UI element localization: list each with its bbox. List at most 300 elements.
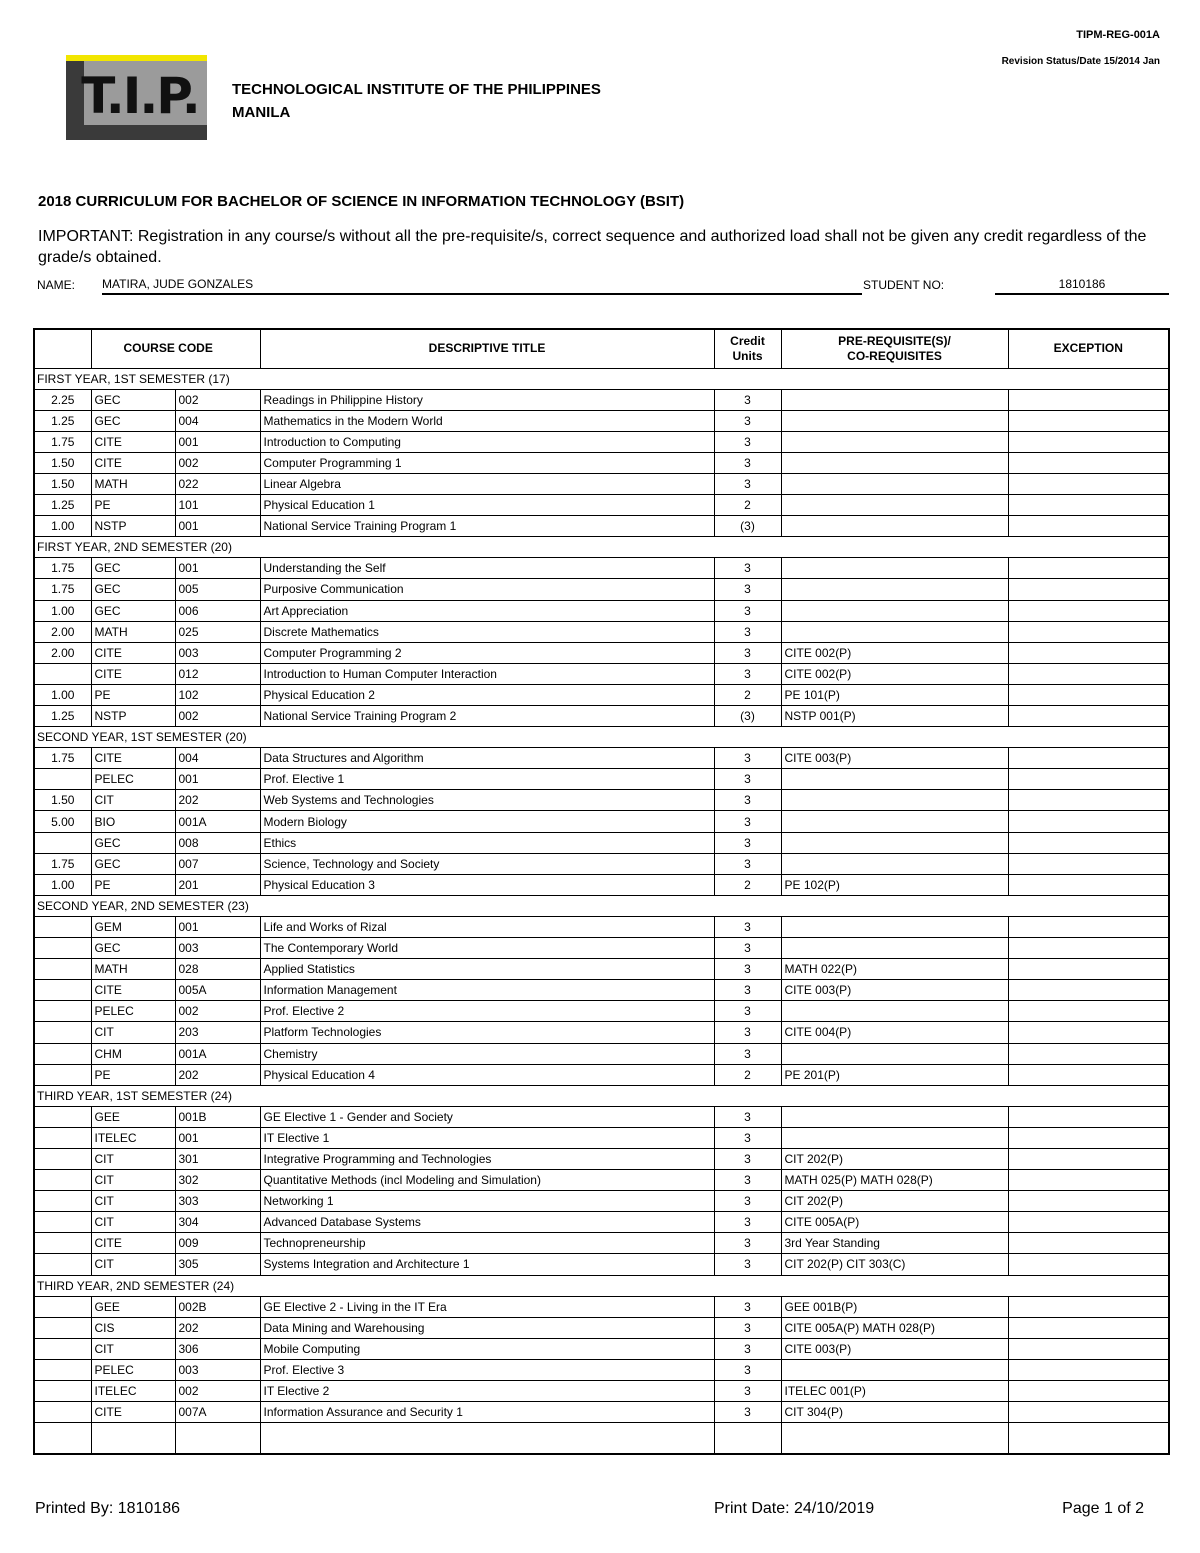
course-number-cell: 001B xyxy=(175,1106,260,1127)
course-number-cell: 028 xyxy=(175,959,260,980)
course-row xyxy=(34,748,1169,769)
grade-cell xyxy=(34,916,91,937)
subject-code-cell: CIT xyxy=(91,1191,175,1212)
credit-units-cell: 3 xyxy=(714,431,781,452)
course-row xyxy=(34,642,1169,663)
grade-cell: 1.75 xyxy=(34,853,91,874)
credit-units-cell: 3 xyxy=(714,1402,781,1423)
grade-cell: 1.50 xyxy=(34,452,91,473)
logo-yellow-bar xyxy=(66,55,207,61)
credit-units-header: Credit Units xyxy=(714,329,781,368)
credit-units-cell: 3 xyxy=(714,1106,781,1127)
exception-cell xyxy=(1008,959,1169,980)
credit-units-cell: 3 xyxy=(714,1317,781,1338)
grade-cell: 1.50 xyxy=(34,473,91,494)
course-number-cell: 003 xyxy=(175,1359,260,1380)
subject-code-cell: GEC xyxy=(91,579,175,600)
course-title-cell: The Contemporary World xyxy=(260,938,714,959)
course-row xyxy=(34,1064,1169,1085)
exception-cell xyxy=(1008,600,1169,621)
course-row xyxy=(34,1127,1169,1148)
course-row xyxy=(34,1359,1169,1380)
exception-cell xyxy=(1008,1359,1169,1380)
exception-cell xyxy=(1008,642,1169,663)
credit-units-cell: 3 xyxy=(714,938,781,959)
subject-code-cell: MATH xyxy=(91,959,175,980)
subject-code-cell: CITE xyxy=(91,1402,175,1423)
student-number-label: STUDENT NO: xyxy=(863,278,945,292)
blank-cell xyxy=(781,1423,1008,1454)
exception-cell xyxy=(1008,853,1169,874)
blank-cell xyxy=(91,1423,175,1454)
course-title-cell: Advanced Database Systems xyxy=(260,1212,714,1233)
course-title-cell: Applied Statistics xyxy=(260,959,714,980)
document-code: TIPM-REG-001A xyxy=(1076,29,1160,41)
course-number-cell: 002 xyxy=(175,1381,260,1402)
descriptive-title-header: DESCRIPTIVE TITLE xyxy=(260,329,714,368)
subject-code-cell: MATH xyxy=(91,473,175,494)
exception-cell xyxy=(1008,938,1169,959)
exception-cell xyxy=(1008,1233,1169,1254)
page-number: Page 1 of 2 xyxy=(1062,1500,1144,1517)
credit-units-cell: 3 xyxy=(714,769,781,790)
credit-units-cell: 3 xyxy=(714,558,781,579)
course-row xyxy=(34,706,1169,727)
course-title-cell: Readings in Philippine History xyxy=(260,389,714,410)
semester-header-row xyxy=(34,895,1169,916)
exception-header: EXCEPTION xyxy=(1008,329,1169,368)
course-title-cell: Linear Algebra xyxy=(260,473,714,494)
course-row xyxy=(34,1148,1169,1169)
course-row xyxy=(34,579,1169,600)
credit-units-cell: 3 xyxy=(714,1127,781,1148)
grade-cell xyxy=(34,1106,91,1127)
exception-cell xyxy=(1008,1317,1169,1338)
prerequisite-cell xyxy=(781,1001,1008,1022)
prerequisite-cell xyxy=(781,600,1008,621)
course-number-cell: 306 xyxy=(175,1338,260,1359)
exception-cell xyxy=(1008,811,1169,832)
course-number-cell: 305 xyxy=(175,1254,260,1275)
semester-header-row xyxy=(34,1275,1169,1296)
exception-cell xyxy=(1008,473,1169,494)
course-title-cell: Prof. Elective 2 xyxy=(260,1001,714,1022)
course-number-cell: 001A xyxy=(175,1043,260,1064)
course-row xyxy=(34,684,1169,705)
exception-cell xyxy=(1008,579,1169,600)
course-title-cell: Introduction to Computing xyxy=(260,431,714,452)
course-title-cell: Modern Biology xyxy=(260,811,714,832)
credit-units-cell: 3 xyxy=(714,1001,781,1022)
prerequisite-cell xyxy=(781,1043,1008,1064)
subject-code-cell: CIT xyxy=(91,1254,175,1275)
subject-code-cell: GEC xyxy=(91,389,175,410)
course-number-cell: 007 xyxy=(175,853,260,874)
credit-units-cell: (3) xyxy=(714,516,781,537)
course-title-cell: Web Systems and Technologies xyxy=(260,790,714,811)
curriculum-title: 2018 CURRICULUM FOR BACHELOR OF SCIENCE IN INFORMATION TECHNOLOGY (BSIT) xyxy=(38,193,685,210)
course-number-cell: 012 xyxy=(175,663,260,684)
prerequisite-cell xyxy=(781,495,1008,516)
course-row xyxy=(34,1254,1169,1275)
subject-code-cell: PELEC xyxy=(91,1359,175,1380)
prerequisite-cell xyxy=(781,473,1008,494)
subject-code-cell: PE xyxy=(91,684,175,705)
course-title-cell: Physical Education 1 xyxy=(260,495,714,516)
course-title-cell: Chemistry xyxy=(260,1043,714,1064)
course-title-cell: IT Elective 2 xyxy=(260,1381,714,1402)
grade-cell: 1.75 xyxy=(34,558,91,579)
course-title-cell: Physical Education 2 xyxy=(260,684,714,705)
grade-cell: 1.00 xyxy=(34,516,91,537)
course-number-cell: 025 xyxy=(175,621,260,642)
curriculum-table xyxy=(33,328,1170,1455)
course-title-cell: Understanding the Self xyxy=(260,558,714,579)
grade-cell xyxy=(34,1381,91,1402)
course-title-cell: Computer Programming 2 xyxy=(260,642,714,663)
prerequisite-cell: CITE 005A(P) xyxy=(781,1212,1008,1233)
credit-units-cell: 3 xyxy=(714,1170,781,1191)
grade-header xyxy=(34,329,91,368)
grade-cell xyxy=(34,1233,91,1254)
subject-code-cell: CIT xyxy=(91,1022,175,1043)
revision-status: Revision Status/Date 15/2014 Jan xyxy=(1001,56,1160,67)
grade-cell xyxy=(34,769,91,790)
grade-cell: 2.00 xyxy=(34,621,91,642)
course-row xyxy=(34,916,1169,937)
semester-header-row xyxy=(34,727,1169,748)
prerequisite-cell xyxy=(781,431,1008,452)
exception-cell xyxy=(1008,874,1169,895)
prerequisite-cell xyxy=(781,452,1008,473)
blank-cell xyxy=(175,1423,260,1454)
prerequisite-cell xyxy=(781,1127,1008,1148)
grade-cell: 1.25 xyxy=(34,706,91,727)
course-row xyxy=(34,473,1169,494)
course-number-cell: 002 xyxy=(175,389,260,410)
course-number-cell: 003 xyxy=(175,642,260,663)
subject-code-cell: NSTP xyxy=(91,516,175,537)
grade-cell: 5.00 xyxy=(34,811,91,832)
credit-units-cell: 3 xyxy=(714,1022,781,1043)
exception-cell xyxy=(1008,1212,1169,1233)
exception-cell xyxy=(1008,790,1169,811)
course-row xyxy=(34,1043,1169,1064)
subject-code-cell: CIT xyxy=(91,1212,175,1233)
subject-code-cell: CITE xyxy=(91,980,175,1001)
course-row xyxy=(34,938,1169,959)
subject-code-cell: CITE xyxy=(91,642,175,663)
grade-cell xyxy=(34,832,91,853)
course-row xyxy=(34,874,1169,895)
subject-code-cell: CHM xyxy=(91,1043,175,1064)
course-title-cell: Physical Education 4 xyxy=(260,1064,714,1085)
course-title-cell: Discrete Mathematics xyxy=(260,621,714,642)
credit-units-cell: 3 xyxy=(714,811,781,832)
exception-cell xyxy=(1008,495,1169,516)
course-number-cell: 001 xyxy=(175,769,260,790)
grade-cell xyxy=(34,1296,91,1317)
course-row xyxy=(34,516,1169,537)
course-title-cell: Introduction to Human Computer Interaction xyxy=(260,663,714,684)
grade-cell xyxy=(34,1338,91,1359)
course-number-cell: 303 xyxy=(175,1191,260,1212)
subject-code-cell: PELEC xyxy=(91,1001,175,1022)
blank-cell xyxy=(34,1423,91,1454)
exception-cell xyxy=(1008,1338,1169,1359)
grade-cell xyxy=(34,1170,91,1191)
exception-cell xyxy=(1008,916,1169,937)
course-row xyxy=(34,1001,1169,1022)
subject-code-cell: GEC xyxy=(91,600,175,621)
course-row xyxy=(34,600,1169,621)
credit-units-cell: 3 xyxy=(714,410,781,431)
subject-code-cell: GEC xyxy=(91,832,175,853)
course-title-cell: Mathematics in the Modern World xyxy=(260,410,714,431)
course-row xyxy=(34,621,1169,642)
course-title-cell: Data Structures and Algorithm xyxy=(260,748,714,769)
subject-code-cell: PE xyxy=(91,1064,175,1085)
subject-code-cell: GEC xyxy=(91,558,175,579)
subject-code-cell: NSTP xyxy=(91,706,175,727)
exception-cell xyxy=(1008,1402,1169,1423)
subject-code-cell: GEE xyxy=(91,1106,175,1127)
prerequisite-cell xyxy=(781,410,1008,431)
course-row xyxy=(34,1338,1169,1359)
course-row xyxy=(34,558,1169,579)
exception-cell xyxy=(1008,663,1169,684)
grade-cell xyxy=(34,980,91,1001)
prerequisite-cell: 3rd Year Standing xyxy=(781,1233,1008,1254)
grade-cell xyxy=(34,1043,91,1064)
prerequisite-cell xyxy=(781,769,1008,790)
grade-cell xyxy=(34,663,91,684)
course-row xyxy=(34,959,1169,980)
credit-units-cell: 3 xyxy=(714,579,781,600)
credit-units-cell: 2 xyxy=(714,1064,781,1085)
course-number-cell: 002 xyxy=(175,1001,260,1022)
prerequisite-cell: NSTP 001(P) xyxy=(781,706,1008,727)
subject-code-cell: CIT xyxy=(91,790,175,811)
registration-notice xyxy=(38,226,1168,268)
prerequisite-cell: PE 201(P) xyxy=(781,1064,1008,1085)
course-title-cell: Information Management xyxy=(260,980,714,1001)
subject-code-cell: CITE xyxy=(91,1233,175,1254)
subject-code-cell: GEC xyxy=(91,410,175,431)
course-row xyxy=(34,431,1169,452)
course-number-cell: 002B xyxy=(175,1296,260,1317)
subject-code-cell: PELEC xyxy=(91,769,175,790)
printed-by: Printed By: 1810186 xyxy=(35,1500,180,1517)
course-code-header: COURSE CODE xyxy=(91,329,260,368)
credit-units-cell: 3 xyxy=(714,1043,781,1064)
course-title-cell: Networking 1 xyxy=(260,1191,714,1212)
exception-cell xyxy=(1008,684,1169,705)
course-title-cell: Science, Technology and Society xyxy=(260,853,714,874)
prerequisite-cell: CITE 003(P) xyxy=(781,980,1008,1001)
course-number-cell: 001 xyxy=(175,916,260,937)
logo-lettering: T.I.P. xyxy=(81,67,199,125)
grade-cell: 1.50 xyxy=(34,790,91,811)
grade-cell: 1.75 xyxy=(34,748,91,769)
credit-units-cell: 3 xyxy=(714,832,781,853)
course-number-cell: 004 xyxy=(175,410,260,431)
semester-header-row xyxy=(34,368,1169,389)
grade-cell: 1.00 xyxy=(34,684,91,705)
grade-cell: 1.00 xyxy=(34,874,91,895)
course-title-cell: Prof. Elective 1 xyxy=(260,769,714,790)
course-row xyxy=(34,1402,1169,1423)
prerequisite-cell xyxy=(781,832,1008,853)
course-number-cell: 001 xyxy=(175,431,260,452)
course-number-cell: 002 xyxy=(175,706,260,727)
subject-code-cell: GEM xyxy=(91,916,175,937)
exception-cell xyxy=(1008,410,1169,431)
course-row xyxy=(34,832,1169,853)
course-number-cell: 004 xyxy=(175,748,260,769)
subject-code-cell: CIS xyxy=(91,1317,175,1338)
course-row xyxy=(34,389,1169,410)
prerequisite-cell: MATH 022(P) xyxy=(781,959,1008,980)
semester-label: THIRD YEAR, 1ST SEMESTER (24) xyxy=(34,1085,1169,1106)
credit-units-cell: 3 xyxy=(714,1254,781,1275)
course-title-cell: Art Appreciation xyxy=(260,600,714,621)
course-number-cell: 301 xyxy=(175,1148,260,1169)
grade-cell: 2.25 xyxy=(34,389,91,410)
course-row xyxy=(34,452,1169,473)
exception-cell xyxy=(1008,1170,1169,1191)
exception-cell xyxy=(1008,1254,1169,1275)
course-number-cell: 202 xyxy=(175,1064,260,1085)
course-title-cell: IT Elective 1 xyxy=(260,1127,714,1148)
course-row xyxy=(34,1022,1169,1043)
prerequisite-cell: CITE 002(P) xyxy=(781,642,1008,663)
semester-label: THIRD YEAR, 2ND SEMESTER (24) xyxy=(34,1275,1169,1296)
grade-cell: 1.25 xyxy=(34,410,91,431)
credit-units-cell: 3 xyxy=(714,1233,781,1254)
credit-units-cell: 2 xyxy=(714,684,781,705)
grade-cell: 1.75 xyxy=(34,579,91,600)
course-number-cell: 006 xyxy=(175,600,260,621)
subject-code-cell: CITE xyxy=(91,748,175,769)
credit-units-cell: 3 xyxy=(714,959,781,980)
semester-header-row xyxy=(34,1085,1169,1106)
subject-code-cell: CITE xyxy=(91,663,175,684)
student-name: MATIRA, JUDE GONZALES xyxy=(102,277,862,295)
course-number-cell: 007A xyxy=(175,1402,260,1423)
prerequisite-cell xyxy=(781,853,1008,874)
campus-name: MANILA xyxy=(232,104,291,121)
course-title-cell: GE Elective 2 - Living in the IT Era xyxy=(260,1296,714,1317)
exception-cell xyxy=(1008,1381,1169,1402)
prerequisite-cell: GEE 001B(P) xyxy=(781,1296,1008,1317)
prerequisite-cell: CITE 003(P) xyxy=(781,1338,1008,1359)
exception-cell xyxy=(1008,1127,1169,1148)
semester-header-row xyxy=(34,537,1169,558)
exception-cell xyxy=(1008,558,1169,579)
exception-cell xyxy=(1008,1001,1169,1022)
subject-code-cell: GEC xyxy=(91,853,175,874)
name-label: NAME: xyxy=(37,278,76,292)
exception-cell xyxy=(1008,1106,1169,1127)
credit-units-cell: 3 xyxy=(714,600,781,621)
prerequisite-cell xyxy=(781,1359,1008,1380)
course-number-cell: 009 xyxy=(175,1233,260,1254)
credit-units-cell: 3 xyxy=(714,1296,781,1317)
course-title-cell: Life and Works of Rizal xyxy=(260,916,714,937)
course-title-cell: National Service Training Program 2 xyxy=(260,706,714,727)
grade-cell xyxy=(34,1001,91,1022)
student-number: 1810186 xyxy=(995,277,1169,295)
course-row xyxy=(34,1106,1169,1127)
credit-units-cell: 3 xyxy=(714,389,781,410)
grade-cell xyxy=(34,1212,91,1233)
course-number-cell: 001A xyxy=(175,811,260,832)
blank-cell xyxy=(714,1423,781,1454)
logo-bottom-band xyxy=(66,125,207,140)
credit-units-cell: 3 xyxy=(714,1359,781,1380)
course-row xyxy=(34,1212,1169,1233)
prerequisite-cell: CIT 202(P) CIT 303(C) xyxy=(781,1254,1008,1275)
grade-cell: 1.75 xyxy=(34,431,91,452)
grade-cell xyxy=(34,1127,91,1148)
course-number-cell: 001 xyxy=(175,1127,260,1148)
grade-cell xyxy=(34,1359,91,1380)
blank-row xyxy=(34,1423,1169,1454)
grade-cell xyxy=(34,1148,91,1169)
exception-cell xyxy=(1008,706,1169,727)
subject-code-cell: GEE xyxy=(91,1296,175,1317)
exception-cell xyxy=(1008,621,1169,642)
grade-cell: 1.00 xyxy=(34,600,91,621)
subject-code-cell: CIT xyxy=(91,1338,175,1359)
course-number-cell: 001 xyxy=(175,516,260,537)
semester-label: SECOND YEAR, 1ST SEMESTER (20) xyxy=(34,727,1169,748)
course-title-cell: Prof. Elective 3 xyxy=(260,1359,714,1380)
credit-units-cell: 3 xyxy=(714,642,781,663)
subject-code-cell: CITE xyxy=(91,452,175,473)
credit-units-cell: 3 xyxy=(714,473,781,494)
credit-units-cell: 2 xyxy=(714,874,781,895)
credit-units-cell: 3 xyxy=(714,621,781,642)
grade-cell xyxy=(34,1022,91,1043)
prerequisite-cell: CIT 202(P) xyxy=(781,1191,1008,1212)
credit-units-cell: 3 xyxy=(714,1191,781,1212)
exception-cell xyxy=(1008,748,1169,769)
credit-units-cell: 3 xyxy=(714,1338,781,1359)
course-title-cell: GE Elective 1 - Gender and Society xyxy=(260,1106,714,1127)
exception-cell xyxy=(1008,832,1169,853)
exception-cell xyxy=(1008,980,1169,1001)
prerequisite-cell xyxy=(781,790,1008,811)
prerequisite-cell xyxy=(781,811,1008,832)
subject-code-cell: CIT xyxy=(91,1170,175,1191)
blank-cell xyxy=(1008,1423,1169,1454)
prerequisite-cell xyxy=(781,558,1008,579)
grade-cell xyxy=(34,959,91,980)
course-title-cell: Platform Technologies xyxy=(260,1022,714,1043)
prerequisite-cell: CITE 005A(P) MATH 028(P) xyxy=(781,1317,1008,1338)
exception-cell xyxy=(1008,431,1169,452)
exception-cell xyxy=(1008,1191,1169,1212)
course-number-cell: 008 xyxy=(175,832,260,853)
subject-code-cell: CITE xyxy=(91,431,175,452)
course-title-cell: Information Assurance and Security 1 xyxy=(260,1402,714,1423)
course-title-cell: Mobile Computing xyxy=(260,1338,714,1359)
credit-units-cell: 3 xyxy=(714,452,781,473)
subject-code-cell: MATH xyxy=(91,621,175,642)
exception-cell xyxy=(1008,1148,1169,1169)
